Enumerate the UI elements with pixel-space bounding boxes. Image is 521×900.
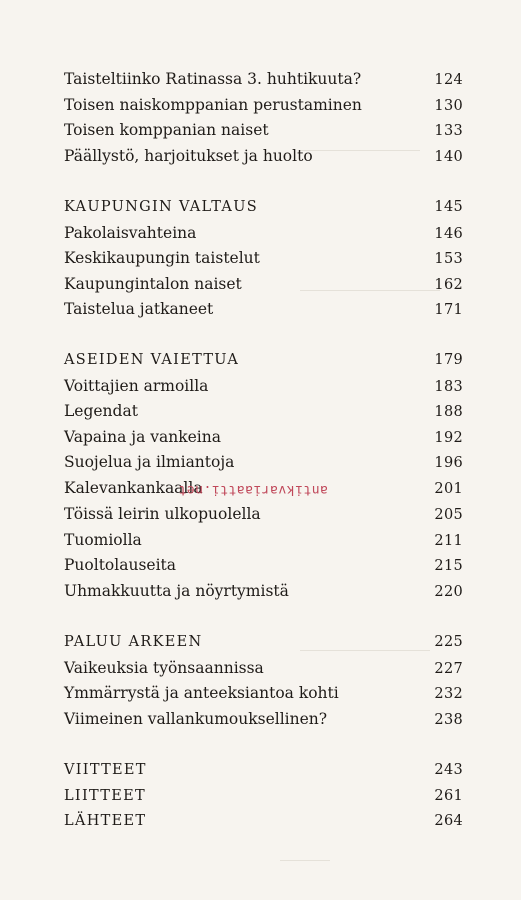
toc-entry-page: 201 [434,481,463,497]
toc-entry [64,297,463,321]
toc-entry [64,579,463,603]
toc-section-title: KAUPUNGIN VALTAUS [64,199,258,215]
toc-entry-title: Suojelua ja ilmiantoja [64,453,235,471]
toc-entry [64,707,463,731]
toc-entry-title: Päällystö, harjoitukset ja huolto [64,147,313,165]
toc-entry-title: Voittajien armoilla [64,377,209,395]
toc-entry [64,399,463,423]
toc-section-title: ASEIDEN VAIETTUA [64,352,240,368]
toc-section-heading [64,195,463,219]
toc-entry-page: 215 [434,558,463,574]
toc-entry-title: Viimeinen vallankumouksellinen? [64,710,328,728]
watermark-text: antikvariaatti.net [178,482,328,497]
toc-entry [64,246,463,270]
toc-entry-page: 162 [434,277,463,293]
toc-entry [64,502,463,526]
toc-entry-title: Pakolaisvahteina [64,224,197,242]
toc-entry-page: 145 [434,199,463,215]
toc-entry-page: 153 [434,251,463,267]
toc-entry [64,144,463,168]
toc-entry-page: 238 [434,712,463,728]
toc-entry-page: 225 [434,634,463,650]
toc-entry [64,528,463,552]
toc-section-heading [64,809,463,833]
toc-entry [64,221,463,245]
toc-entry-page: 146 [434,226,463,242]
toc-entry-page: 205 [434,507,463,523]
toc-entry-page: 179 [434,352,463,368]
toc-entry-page: 220 [434,584,463,600]
toc-entry-page: 171 [434,302,463,318]
toc-entry-title: Kaupungintalon naiset [64,275,242,293]
toc-entry-title: Ymmärrystä ja anteeksiantoa kohti [64,684,339,702]
toc-entry-title: Taistelua jatkaneet [64,300,214,318]
toc-entry-title: Vaikeuksia työnsaannissa [64,659,264,677]
toc-section-title: LÄHTEET [64,813,147,829]
toc-entry-page: 261 [434,788,463,804]
toc-entry-page: 188 [434,404,463,420]
toc-section-title: PALUU ARKEEN [64,634,203,650]
toc-entry [64,67,463,91]
toc-entry-title: Uhmakkuutta ja nöyrtymistä [64,582,289,600]
toc-entry [64,425,463,449]
toc-entry-page: 196 [434,455,463,471]
toc-entry-page: 243 [434,762,463,778]
toc-entry-page: 192 [434,430,463,446]
toc-entry [64,272,463,296]
toc-entry-title: Töissä leirin ulkopuolella [64,505,261,523]
toc-entry [64,553,463,577]
toc-entry-page: 133 [434,123,463,139]
toc-entry-title: Puoltolauseita [64,556,176,574]
toc-entry-title: Keskikaupungin taistelut [64,249,260,267]
toc-entry-page: 183 [434,379,463,395]
toc-entry [64,374,463,398]
toc-section-heading [64,758,463,782]
toc-entry-page: 227 [434,661,463,677]
toc-entry-page: 124 [434,72,463,88]
toc-entry-page: 232 [434,686,463,702]
toc-entry-title: Taisteltiinko Ratinassa 3. huhtikuuta? [64,70,362,88]
toc-entry-title: Tuomiolla [64,531,142,549]
toc-entry-page: 130 [434,98,463,114]
toc-entry-title: Vapaina ja vankeina [64,428,221,446]
toc-section-heading [64,348,463,372]
bleed-through-line [280,860,330,861]
toc-section-title: LIITTEET [64,788,146,804]
toc-section-title: VIITTEET [64,762,147,778]
toc-entry-title: Toisen naiskomppanian perustaminen [64,96,362,114]
toc-entry [64,93,463,117]
toc-entry [64,656,463,680]
toc-entry-title: Legendat [64,402,138,420]
toc-entry [64,681,463,705]
toc-entry [64,450,463,474]
toc-entry [64,118,463,142]
toc-section-heading [64,784,463,808]
toc-entry-page: 140 [434,149,463,165]
toc-entry-title: Kalevankankaalla [64,479,203,497]
toc-entry-page: 264 [434,813,463,829]
toc-entry-page: 211 [434,533,463,549]
toc-entry-title: Toisen komppanian naiset [64,121,269,139]
toc-section-heading [64,630,463,654]
